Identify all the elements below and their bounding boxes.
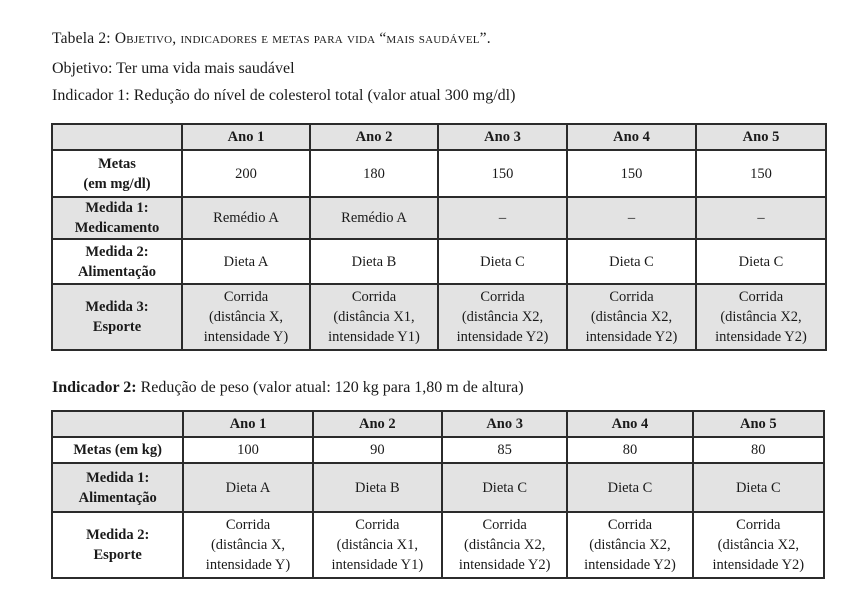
table-cell: Dieta B <box>313 463 442 512</box>
corner-cell <box>52 124 182 150</box>
cell-line: (distância X2, <box>717 537 799 553</box>
cell-line: (distância X2, <box>590 309 673 325</box>
year-header: Ano 1 <box>183 411 312 437</box>
row-header <box>52 463 183 512</box>
table-cell: 90 <box>313 437 442 463</box>
cell-line: (distância X1, <box>336 537 419 553</box>
cell-line: Corrida <box>355 517 400 533</box>
cell-line: Medida 3: <box>85 299 149 315</box>
cell-line: Medida 2: <box>86 527 150 543</box>
table-cell: 85 <box>442 437 567 463</box>
table-cell: 100 <box>183 437 312 463</box>
cell-line: Medida 1: <box>85 200 149 216</box>
year-header: Ano 4 <box>567 124 696 150</box>
cell-line: Medida 2: <box>85 243 149 260</box>
table-cell: Dieta A <box>183 463 312 512</box>
year-header: Ano 1 <box>182 124 310 150</box>
table-cell: – <box>438 197 567 239</box>
cell-line: intensidade Y1) <box>328 329 420 345</box>
table-cell <box>182 284 310 350</box>
year-header: Ano 3 <box>438 124 567 150</box>
objective-line: Objetivo: Ter uma vida mais saudável <box>52 60 295 77</box>
cell-line: intensidade Y1) <box>331 557 424 573</box>
table-cell: 150 <box>567 150 696 197</box>
row-header <box>52 437 183 463</box>
table-cell: Dieta C <box>696 239 826 284</box>
row-header <box>52 197 182 239</box>
year-header: Ano 2 <box>310 124 438 150</box>
table-row <box>52 150 826 197</box>
header-row <box>52 411 824 437</box>
cell-line: Medida 1: <box>86 469 150 486</box>
table-cell <box>567 512 692 578</box>
table-cell: 180 <box>310 150 438 197</box>
table-row <box>52 512 824 578</box>
table-cell <box>696 284 826 350</box>
cell-line: Esporte <box>92 319 142 335</box>
cell-line: Corrida <box>609 289 654 305</box>
indicator-2-line <box>52 379 524 397</box>
table-cell: Remédio A <box>310 197 438 239</box>
row-header <box>52 239 182 284</box>
table-cell <box>567 284 696 350</box>
cell-line: (distância X2, <box>463 537 546 553</box>
table-cell: 200 <box>182 150 310 197</box>
table-cell <box>310 284 438 350</box>
cell-line: Corrida <box>736 517 781 533</box>
cell-line: intensidade Y2) <box>584 557 676 573</box>
cell-line: intensidade Y2) <box>712 557 805 573</box>
cell-line: Corrida <box>225 517 271 533</box>
table-cell: – <box>567 197 696 239</box>
table-row <box>52 463 824 512</box>
cell-line: (distância X2, <box>461 309 544 325</box>
table-cell: Dieta A <box>182 239 310 284</box>
table-row <box>52 284 826 350</box>
cell-line: Corrida <box>482 517 527 533</box>
row-header <box>52 150 182 197</box>
table-row <box>52 197 826 239</box>
table-row <box>52 239 826 284</box>
cell-line: Metas <box>98 155 136 172</box>
cell-line: Corrida <box>223 289 269 305</box>
cell-line: Medicamento <box>74 220 160 236</box>
row-header <box>52 512 183 578</box>
table-cell <box>313 512 442 578</box>
table-row <box>52 437 824 463</box>
year-header: Ano 2 <box>313 411 442 437</box>
cell-line: intensidade Y2) <box>458 557 551 573</box>
table-cell: Dieta C <box>567 463 692 512</box>
cell-line: (distância X2, <box>720 309 802 325</box>
cell-line: (distância X, <box>210 537 286 553</box>
year-header: Ano 5 <box>693 411 824 437</box>
year-header: Ano 3 <box>442 411 567 437</box>
cell-line: (distância X2, <box>589 537 671 553</box>
cell-line: (em mg/dl) <box>83 175 151 192</box>
table-cell: Remédio A <box>182 197 310 239</box>
cell-line: Alimentação <box>77 263 157 280</box>
cell-line: intensidade Y) <box>205 557 291 573</box>
corner-cell <box>52 411 183 437</box>
cell-line: Corrida <box>607 517 653 533</box>
table-cell: Dieta C <box>438 239 567 284</box>
table-cell <box>442 512 567 578</box>
table-cell: 80 <box>693 437 824 463</box>
row-header <box>52 284 182 350</box>
table-cell: Dieta C <box>442 463 567 512</box>
table-cell: 80 <box>567 437 692 463</box>
caption-prefix: Tabela 2: <box>52 30 115 47</box>
table-cell: 150 <box>696 150 826 197</box>
cell-line: intensidade Y) <box>203 329 289 345</box>
table-cell <box>183 512 312 578</box>
table-cell: – <box>696 197 826 239</box>
cell-line: intensidade Y2) <box>585 329 678 345</box>
cell-line: intensidade Y2) <box>456 329 549 345</box>
cell-line: intensidade Y2) <box>715 329 807 345</box>
table-cell: Dieta B <box>310 239 438 284</box>
indicator-2-text: Redução de peso (valor atual: 120 kg para 1,80 m de altura) <box>136 379 524 396</box>
table-caption <box>52 30 491 48</box>
table-cell: 150 <box>438 150 567 197</box>
year-header: Ano 5 <box>696 124 826 150</box>
cell-line: Alimentação <box>78 489 157 506</box>
table-indicator-2 <box>51 410 825 579</box>
table-cell <box>438 284 567 350</box>
cell-line: Metas (em kg) <box>73 442 162 458</box>
year-header: Ano 4 <box>567 411 692 437</box>
cell-line: Esporte <box>93 547 142 563</box>
cell-line: Corrida <box>351 289 397 305</box>
indicator-2-label: Indicador 2: <box>52 379 137 396</box>
table-cell: Dieta C <box>567 239 696 284</box>
table-cell <box>693 512 824 578</box>
caption-text: Objetivo, indicadores e metas para vida “mais saudável”. <box>114 30 491 47</box>
table-indicator-1 <box>51 123 827 351</box>
table-cell: Dieta C <box>693 463 824 512</box>
cell-line: Corrida <box>480 289 525 305</box>
cell-line: (distância X, <box>208 309 284 325</box>
cell-line: (distância X1, <box>333 309 415 325</box>
cell-line: Corrida <box>738 289 784 305</box>
indicator-1-line: Indicador 1: Redução do nível de colesterol total (valor atual 300 mg/dl) <box>52 87 516 104</box>
header-row <box>52 124 826 150</box>
